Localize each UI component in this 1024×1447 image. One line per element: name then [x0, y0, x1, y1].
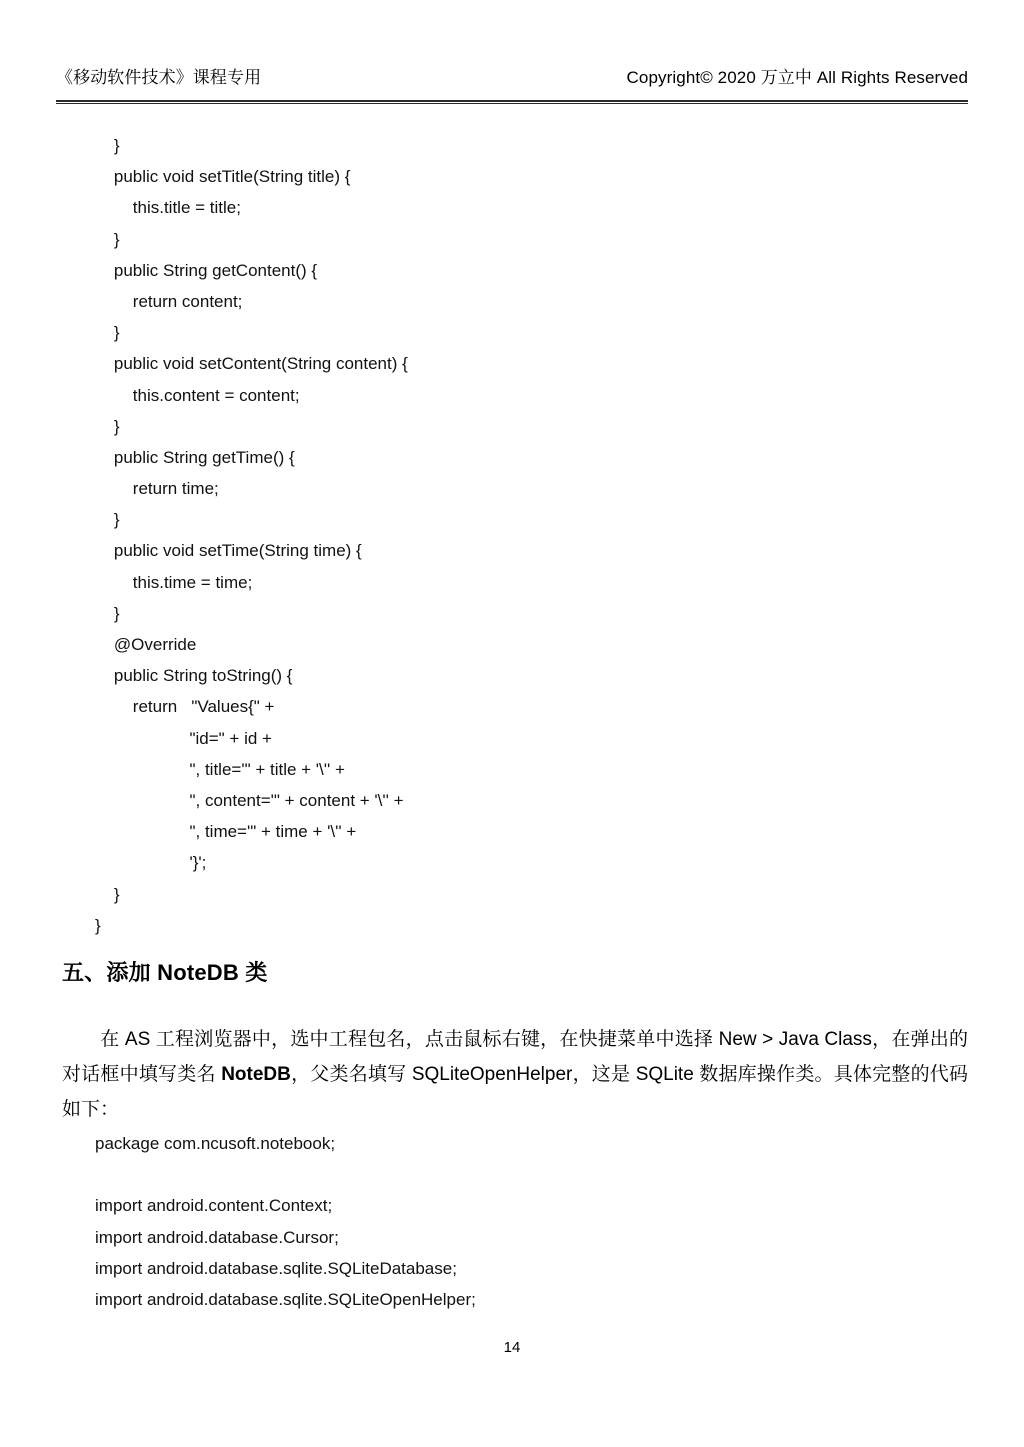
code-line: } — [95, 323, 120, 343]
code-block-notedb-imports — [95, 1128, 955, 1315]
code-line: ", title='" + title + '\'' + — [95, 759, 345, 779]
code-line: } — [95, 136, 120, 155]
header-course-label: 《移动软件技术》课程专用 — [56, 68, 262, 87]
code-line: this.time = time; — [95, 572, 253, 592]
code-line: public void setTime(String time) { — [95, 541, 362, 561]
code-line: } — [95, 416, 120, 436]
code-line: return "Values{" + — [95, 697, 275, 717]
code-line: return content; — [95, 291, 243, 311]
code-line: public void setContent(String content) { — [95, 354, 408, 374]
code-line: @Override — [95, 635, 197, 654]
header-divider-thick-line — [56, 100, 968, 102]
code-line: "id=" + id + — [95, 728, 272, 748]
code-line: } — [95, 229, 120, 249]
code-line: public String toString() { — [95, 666, 293, 686]
section-heading-notedb: 五、添加 NoteDB 类 — [62, 960, 268, 985]
code-line: } — [95, 603, 120, 623]
paragraph-class-name-bold: NoteDB — [221, 1064, 291, 1085]
paragraph-text-part2: ，父类名填写 SQLiteOpenHelper，这是 SQLite 数据库操作类。具体完整的代码如下： — [62, 1064, 969, 1120]
code-line: ", time='" + time + '\'' + — [95, 822, 357, 842]
code-line: package com.ncusoft.notebook; — [95, 1134, 336, 1153]
body-paragraph-notedb-instructions — [62, 1022, 968, 1127]
code-line: this.title = title; — [95, 198, 241, 218]
code-line: this.content = content; — [95, 385, 300, 405]
header-copyright-label: Copyright© 2020 万立中 All Rights Reserved — [626, 68, 968, 87]
code-line — [95, 1159, 955, 1190]
code-block-values-class — [95, 130, 955, 941]
code-line: ", content='" + content + '\'' + — [95, 790, 404, 810]
header-divider — [56, 100, 968, 104]
code-line: return time; — [95, 479, 219, 499]
code-line: } — [95, 884, 120, 904]
code-line: } — [95, 510, 120, 530]
page-number: 14 — [503, 1339, 521, 1356]
code-line: '}'; — [95, 853, 207, 873]
code-line: import android.database.sqlite.SQLiteDatabase; — [95, 1258, 457, 1278]
page-header — [56, 66, 968, 90]
paragraph-text-part1: 在 AS 工程浏览器中，选中工程包名，点击鼠标右键，在快捷菜单中选择 New > Java Class，在弹出的对话框中填写类名 — [62, 1029, 968, 1085]
code-line: import android.database.sqlite.SQLiteOpenHelper; — [95, 1289, 476, 1309]
code-line: public String getTime() { — [95, 447, 295, 467]
code-line: import android.content.Context; — [95, 1196, 333, 1216]
code-line: } — [95, 915, 101, 935]
code-line: public String getContent() { — [95, 260, 318, 280]
header-divider-thin-line — [56, 103, 968, 104]
code-line: import android.database.Cursor; — [95, 1227, 339, 1247]
code-line: public void setTitle(String title) { — [95, 167, 351, 187]
